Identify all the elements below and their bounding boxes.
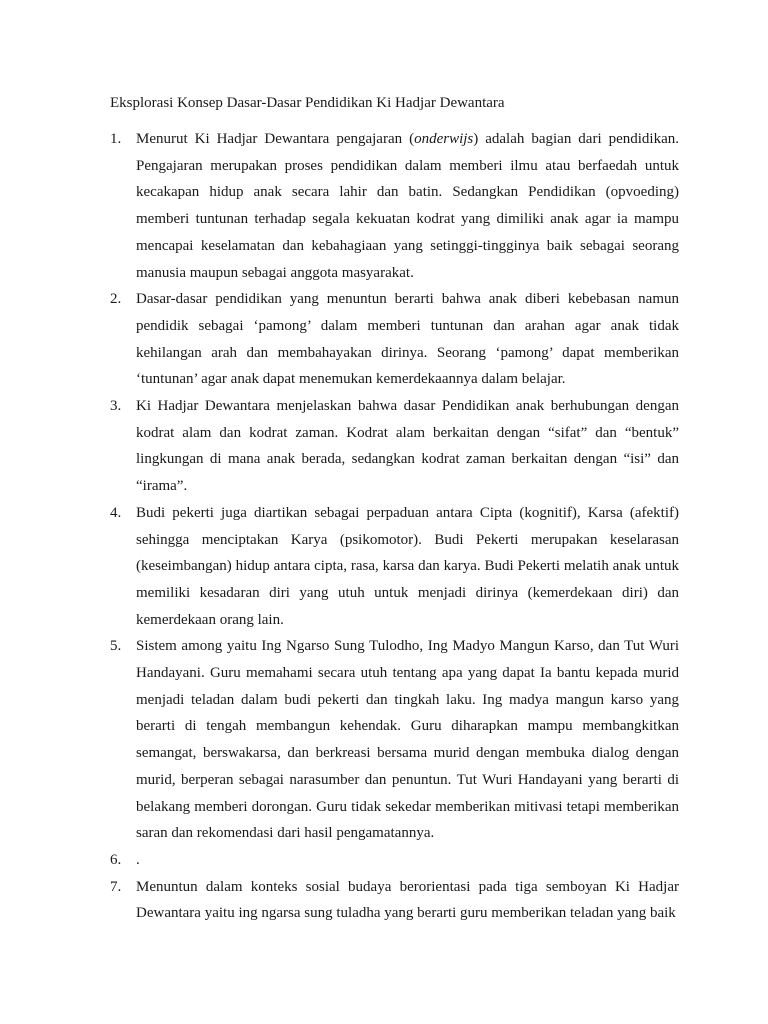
list-item — [110, 393, 679, 500]
list-item-number: 5. — [110, 638, 122, 655]
list-item-number: 6. — [110, 851, 122, 868]
list-item — [110, 633, 679, 847]
list-item-text: Ki Hadjar Dewantara menjelaskan bahwa dasar Pendidikan anak berhubungan dengan kodrat alam dan kodrat zaman. Kodrat alam berkaitan dengan “sifat” dan “bentuk” lingkungan di mana anak berada, sedangkan kodrat zaman berkaitan dengan “isi” dan “irama”. — [136, 398, 679, 495]
list-item-text: Budi pekerti juga diartikan sebagai perpaduan antara Cipta (kognitif), Karsa (afektif) sehingga menciptakan Karya (psikomotor). Budi Pekerti merupakan keselarasan (keseimbangan) hidup antara cipta, rasa, karsa dan karya. Budi Pekerti melatih anak untuk memiliki kesadaran diri yang utuh untuk menjadi dirinya (kemerdekaan diri) dan kemerdekaan orang lain. — [136, 504, 679, 628]
concept-list — [110, 126, 679, 927]
list-item-number: 1. — [110, 131, 122, 147]
list-item-text: Menuntun dalam konteks sosial budaya berorientasi pada tiga semboyan Ki Hadjar Dewantara yaitu ing ngarsa sung tuladha yang berarti guru memberikan teladan yang baik — [136, 878, 679, 922]
list-item-text: Sistem among yaitu Ing Ngarso Sung Tulodho, Ing Madyo Mangun Karso, dan Tut Wuri Handayani. Guru memahami secara utuh tentang apa yang dapat Ia bantu kepada murid menjadi teladan dalam budi pekerti dan tingkah laku. Ing madya mangun karso yang berarti di tengah membangun kehendak. Guru diharapkan mampu membangkitkan semangat, berswakarsa, dan berkreasi bersama murid dengan membuka dialog dengan murid, berperan sebagai narasumber dan penuntun. Tut Wuri Handayani yang berarti di belakang memberi dorongan. Guru tidak sekedar memberikan mitivasi tetapi memberikan saran dan rekomendasi dari hasil pengamatannya. — [136, 638, 679, 842]
list-item — [110, 874, 679, 927]
list-item-text: Dasar-dasar pendidikan yang menuntun berarti bahwa anak diberi kebebasan namun pendidik sebagai ‘pamong’ dalam memberi tuntunan dan arahan agar anak tidak kehilangan arah dan membahayakan dirinya. Seorang ‘pamong’ dapat memberikan ‘tuntunan’ agar anak dapat menemukan kemerdekaannya dalam belajar. — [136, 291, 679, 388]
list-item-number: 4. — [110, 504, 122, 521]
list-item — [110, 126, 679, 286]
list-item-number: 7. — [110, 878, 122, 895]
list-item-number: 3. — [110, 398, 122, 415]
list-item-text: . — [136, 851, 140, 868]
list-item — [110, 847, 679, 874]
list-item — [110, 500, 679, 634]
list-item-text: Menurut Ki Hadjar Dewantara pengajaran (onderwijs) adalah bagian dari pendidikan. Pengajaran merupakan proses pendidikan dalam memberi ilmu atau berfaedah untuk kecakapan hidup anak secara lahir dan batin. Sedangkan Pendidikan (opvoeding) memberi tuntunan terhadap segala kekuatan kodrat yang dimiliki anak agar ia mampu mencapai keselamatan dan kebahagiaan yang setinggi-tingginya baik sebagai seorang manusia maupun sebagai anggota masyarakat. — [136, 131, 679, 281]
list-item — [110, 286, 679, 393]
italic-term: onderwijs — [414, 131, 474, 147]
list-item-number: 2. — [110, 291, 122, 308]
document-title: Eksplorasi Konsep Dasar-Dasar Pendidikan Ki Hadjar Dewantara — [110, 95, 505, 111]
